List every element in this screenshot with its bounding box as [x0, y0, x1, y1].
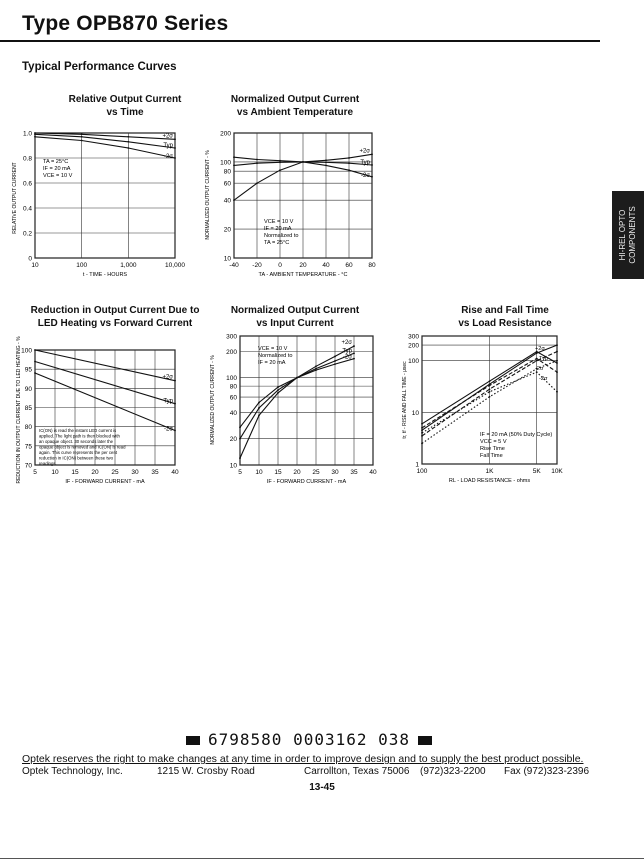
c1-series-label: -2σ [163, 154, 173, 160]
c1-data-point [81, 133, 83, 135]
c1-data-point [174, 147, 176, 149]
c1-y-tick-label: 0.6 [22, 180, 32, 188]
chart4-title-line2: vs Input Current [256, 318, 334, 329]
page-number: 13-45 [309, 782, 335, 793]
c3-data-point [174, 380, 176, 382]
c5-data-point [421, 429, 423, 431]
c1-data-point [34, 133, 36, 135]
c3-x-tick-label: 30 [131, 469, 139, 476]
c3-y-tick-label: 75 [24, 443, 32, 451]
c4-x-tick-label: 10 [255, 469, 263, 476]
c3-x-tick-label: 40 [171, 469, 179, 476]
c5-y-tick-label: 200 [408, 342, 419, 350]
chart3-title-line1: Reduction in Output Current Due to [30, 305, 200, 316]
c3-x-tick-label: 5 [33, 469, 37, 476]
c3-series-line [35, 362, 175, 404]
c3-annotation-line: opaque object is removed and IC(ON) is read [39, 444, 126, 450]
c2-y-tick-label: 40 [223, 197, 231, 205]
c5-y-tick-label: 10 [411, 409, 419, 417]
c5-annotation: VCC = 5 V [480, 439, 507, 445]
c4-x-tick-label: 40 [369, 469, 377, 476]
c2-x-tick-label: 0 [278, 262, 282, 269]
c1-annotation: IF = 20 mA [43, 166, 71, 172]
c3-series-label: +2σ [162, 374, 173, 381]
c2-y-tick-label: 20 [223, 226, 231, 234]
page-title: Type OPB870 Series [22, 12, 229, 35]
c2-x-tick-label: 80 [368, 262, 376, 269]
c4-x-tick-label: 30 [331, 469, 339, 476]
c1-data-point [127, 141, 129, 143]
c3-annotation-line: an opaque object. 30 seconds later the [39, 439, 114, 444]
c2-annotation: VCE = 10 V [264, 219, 294, 225]
c1-data-point [34, 136, 36, 138]
c2-data-point [279, 160, 281, 162]
c5-data-point [556, 391, 558, 393]
c4-x-tick-label: 35 [350, 469, 358, 476]
c4-data-point [239, 426, 241, 428]
c1-y-tick-label: 0.8 [22, 155, 32, 163]
c2-y-tick-label: 200 [220, 130, 231, 138]
footer-phone: (972)323-2200 [420, 766, 486, 777]
c5-x-tick-label: 10K [551, 468, 563, 475]
c2-data-point [325, 159, 327, 161]
c1-x-axis-label: t - TIME - HOURS [82, 272, 128, 278]
c3-series-label: Typ [163, 398, 173, 405]
c3-annotation-line: applied. The light path is then blocked with [39, 433, 120, 439]
chart1-title-line1: Relative Output Current [68, 94, 182, 105]
c5-x-tick-label: 100 [416, 468, 428, 475]
chart5-title-line2: vs Load Resistance [458, 318, 552, 329]
c4-x-tick-label: 15 [274, 469, 282, 476]
c5-data-point [536, 358, 538, 360]
c5-annotation: IF = 20 mA (50% Duty Cycle) [480, 432, 553, 438]
c3-y-tick-label: 95 [24, 366, 32, 374]
c2-x-tick-label: 60 [345, 262, 353, 269]
c2-y-tick-label: 80 [223, 168, 231, 176]
c2-data-point [325, 165, 327, 167]
c2-data-point [348, 157, 350, 159]
c2-data-point [256, 159, 258, 161]
c4-y-axis-label: NORMALIZED OUTPUT CURRENT - % [210, 355, 216, 445]
chart5-title-line1: Rise and Fall Time [461, 305, 549, 316]
c4-data-point [239, 438, 241, 440]
c4-data-point [315, 365, 317, 367]
c1-series-label: +2σ [162, 133, 173, 140]
barcode-block-right [418, 736, 432, 745]
footer-company: Optek Technology, Inc. [22, 766, 123, 777]
c1-data-point [174, 138, 176, 140]
c3-annotation-line: readings. [39, 461, 57, 466]
c5-data-point [556, 351, 558, 353]
c4-data-point [334, 356, 336, 358]
c2-y-axis-label: NORMALIZED OUTPUT CURRENT - % [205, 150, 211, 240]
c1-x-tick-label: 10 [31, 262, 39, 269]
c3-x-tick-label: 15 [71, 469, 79, 476]
c2-series-label: +2σ [359, 148, 370, 155]
c5-data-point [421, 435, 423, 437]
c3-y-tick-label: 90 [24, 385, 32, 393]
c1-series-label: Typ [163, 143, 173, 149]
c2-annotation: IF = 20 mA [264, 226, 292, 232]
barcode-text: 6798580 0003162 038 [208, 730, 411, 749]
c2-data-point [233, 156, 235, 158]
c2-y-tick-label: 60 [223, 180, 231, 188]
chart2-title-line2: vs Ambient Temperature [236, 107, 354, 118]
c3-data-point [34, 349, 36, 351]
section-heading: Typical Performance Curves [22, 61, 177, 73]
c5-data-point [489, 388, 491, 390]
c4-y-tick-label: 40 [229, 409, 237, 417]
c2-x-tick-label: -20 [252, 262, 262, 269]
c3-x-tick-label: 35 [151, 469, 159, 476]
c2-data-point [256, 162, 258, 164]
c2-series-label: Typ [360, 159, 370, 166]
c5-data-point [489, 391, 491, 393]
c3-annotation [39, 428, 126, 466]
chart2-title-line1: Normalized Output Current [230, 94, 360, 105]
c5-y-tick-label: 300 [408, 333, 419, 341]
c2-data-point [302, 161, 304, 163]
c3-y-tick-label: 80 [24, 424, 32, 432]
c4-series-label: Typ [342, 348, 352, 355]
chart3-title-line2: LED Heating vs Forward Current [37, 318, 193, 329]
c2-x-tick-label: -40 [229, 262, 239, 269]
c4-y-tick-label: 300 [226, 333, 237, 341]
c2-data-point [256, 182, 258, 184]
c4-data-point [353, 352, 355, 354]
c3-y-tick-label: 70 [24, 462, 32, 470]
c5-data-point [421, 443, 423, 445]
c1-data-point [174, 157, 176, 159]
c4-data-point [353, 358, 355, 360]
c5-data-point [421, 423, 423, 425]
c4-data-point [353, 345, 355, 347]
c5-y-tick-label: 1 [415, 461, 419, 469]
c5-data-point [556, 360, 558, 362]
c5-data-point [489, 396, 491, 398]
c2-data-point [279, 161, 281, 163]
c5-curve-label: Typ [539, 356, 549, 362]
c5-x-axis-label: RL - LOAD RESISTANCE - ohms [448, 478, 531, 484]
bottom-rule [0, 858, 644, 859]
c1-plot-frame [35, 133, 175, 258]
c2-data-point [371, 164, 373, 166]
c4-x-tick-label: 5 [238, 469, 242, 476]
c4-annotation: VCE = 10 V [258, 346, 288, 352]
c4-series-label: -2σ [342, 354, 352, 361]
c4-x-tick-label: 20 [293, 469, 301, 476]
c5-y-tick-label: 100 [408, 358, 419, 366]
c3-y-tick-label: 100 [21, 347, 32, 355]
c4-annotation: IF = 20 mA [258, 360, 286, 366]
c3-annotation-line: IC(ON) is read the instant LED current is [39, 428, 117, 433]
c4-y-tick-label: 100 [226, 375, 237, 383]
c2-data-point [371, 153, 373, 155]
c3-data-point [174, 403, 176, 405]
c5-data-point [556, 362, 558, 364]
c5-annotation: Fall Time [480, 453, 503, 459]
c4-data-point [258, 402, 260, 404]
c4-data-point [277, 392, 279, 394]
c5-y-axis-label: tr, tf - RISE AND FALL TIME - μsec [402, 361, 408, 439]
c2-x-tick-label: 40 [322, 262, 330, 269]
c4-data-point [277, 386, 279, 388]
c1-data-point [81, 140, 83, 142]
c5-data-point [421, 427, 423, 429]
c2-y-tick-label: 100 [220, 159, 231, 167]
c4-y-tick-label: 20 [229, 436, 237, 444]
c1-series-line [35, 134, 175, 148]
c2-annotation: TA = 25°C [264, 240, 290, 246]
c1-annotation: TA = 25°C [43, 159, 69, 165]
c2-data-point [233, 165, 235, 167]
c4-x-tick-label: 25 [312, 469, 320, 476]
c4-data-point [258, 414, 260, 416]
c1-y-tick-label: 1.0 [22, 130, 32, 138]
c1-y-axis-label: RELATIVE OUTPUT CURRENT [12, 162, 18, 234]
c5-curve-label: -2σ [539, 376, 548, 382]
c4-series-label: +2σ [341, 340, 352, 347]
side-tab-label: HI-REL OPTO COMPONENTS [618, 206, 637, 264]
c4-y-tick-label: 80 [229, 383, 237, 391]
c5-data-point [489, 380, 491, 382]
c4-data-point [239, 457, 241, 459]
c2-data-point [325, 161, 327, 163]
c3-annotation-line: reduction in IC(ON) between these two [39, 455, 114, 461]
c3-data-point [34, 361, 36, 363]
c5-x-tick-label: 1K [485, 468, 494, 475]
c4-y-tick-label: 60 [229, 394, 237, 402]
c1-series-line [35, 137, 175, 158]
c3-data-point [34, 372, 36, 374]
barcode-line [178, 730, 440, 749]
footer-address: 1215 W. Crosby Road [157, 766, 255, 777]
c5-data-point [489, 383, 491, 385]
c2-data-point [233, 199, 235, 201]
c3-x-tick-label: 25 [111, 469, 119, 476]
c3-x-tick-label: 10 [51, 469, 59, 476]
c3-data-point [174, 430, 176, 432]
notice-text: Optek reserves the right to make changes at any time in order to improve design and to supply the best product possible. [22, 753, 584, 765]
c1-y-tick-label: 0 [28, 255, 32, 263]
c4-data-point [315, 369, 317, 371]
c1-x-tick-label: 10,000 [165, 262, 185, 269]
c1-x-tick-label: 100 [76, 262, 88, 269]
chart4-title-line1: Normalized Output Current [230, 305, 360, 316]
c1-data-point [127, 147, 129, 149]
c4-data-point [334, 363, 336, 365]
c2-annotation: Normalized to [264, 233, 299, 239]
c5-curve-label: +2σ [535, 346, 545, 352]
c3-y-tick-label: 85 [24, 405, 32, 412]
c3-series-label: -2σ [163, 426, 173, 433]
c4-data-point [334, 360, 336, 362]
c1-y-tick-label: 0.4 [22, 205, 32, 213]
c2-data-point [348, 169, 350, 171]
c3-series-line [35, 373, 175, 431]
c4-annotation: Normalized to [258, 353, 293, 359]
c1-x-tick-label: 1,000 [120, 262, 137, 269]
chart1-title-line2: vs Time [106, 107, 144, 118]
c3-x-tick-label: 20 [91, 469, 99, 476]
barcode-block-left [186, 736, 200, 745]
c5-data-point [556, 344, 558, 346]
c5-annotation: Rise Time [480, 446, 505, 452]
c1-data-point [127, 136, 129, 138]
c2-data-point [279, 169, 281, 171]
c5-data-point [536, 360, 538, 362]
side-tab [612, 191, 644, 279]
c5-data-point [556, 371, 558, 373]
c5-curve-label: -2σ [535, 366, 544, 372]
c4-y-tick-label: 10 [229, 462, 237, 470]
footer-city: Carrollton, Texas 75006 [304, 766, 410, 777]
c3-annotation-line: again. This curve represents the per cent [39, 450, 118, 455]
c3-series-line [35, 350, 175, 381]
c5-data-point [421, 432, 423, 434]
c2-y-tick-label: 10 [223, 255, 231, 263]
c2-x-axis-label: TA - AMBIENT TEMPERATURE - °C [258, 272, 348, 278]
c3-y-axis-label: REDUCTION IN OUTPUT CURRENT DUE TO LED HEATING - % [16, 336, 22, 484]
c4-y-tick-label: 200 [226, 348, 237, 356]
c2-data-point [371, 176, 373, 178]
c1-y-tick-label: 0.2 [22, 230, 32, 238]
c4-x-axis-label: IF - FORWARD CURRENT - mA [266, 479, 347, 485]
c1-data-point [81, 136, 83, 138]
c2-x-tick-label: 20 [299, 262, 307, 269]
c4-data-point [258, 407, 260, 409]
c2-data-point [348, 162, 350, 164]
c2-series-label: -2σ [360, 172, 370, 179]
c5-data-point [536, 352, 538, 354]
footer-fax: Fax (972)323-2396 [504, 766, 590, 777]
c4-data-point [277, 389, 279, 391]
c4-data-point [296, 377, 298, 379]
c5-x-tick-label: 5K [532, 468, 541, 475]
c3-x-axis-label: IF - FORWARD CURRENT - mA [65, 479, 145, 485]
c1-annotation: VCE = 10 V [43, 173, 73, 179]
